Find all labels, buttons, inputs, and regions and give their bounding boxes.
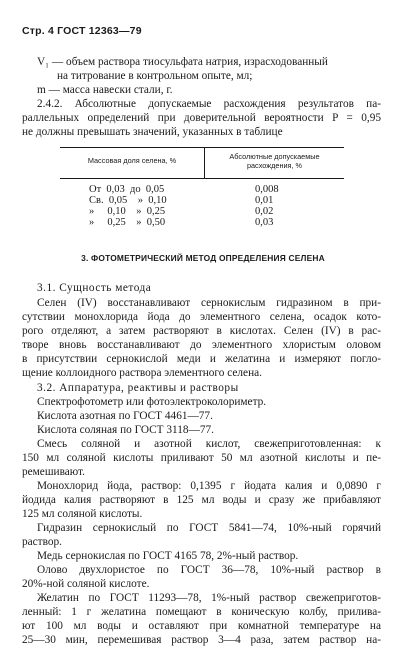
table-row-2-value: 0,01 [255,195,274,206]
s32-line: Желатин по ГОСТ 11293—78, 1%-ный раствор свежеприготов- [37,592,381,604]
subsection-3-1-title: 3.1. Сущность метода [37,282,152,294]
s31-line: сутствии монохлорида йода до элементного селена, осадок кото- [22,311,381,323]
s32-line: ют 100 мл воды и оставляют при комнатной температуре на [22,620,381,632]
table-row-2-range: Св. 0,05 » 0,10 [89,195,167,206]
definition-v1: V₁ — объем раствора тиосульфата натрия, израсходованный [37,56,328,68]
subsection-3-2-title: 3.2. Аппаратура, реактивы и растворы [37,382,239,394]
table-col2-header-1: Абсолютные допускаемые [229,152,320,161]
p242-line-3: не должны превышать значений, указанных в таблице [22,126,283,138]
s31-line: рого отделяют, а затем растворяют в кислотах. Селен (IV) в рас- [22,325,381,337]
s32-line: Кислота азотная по ГОСТ 4461—77. [37,410,213,422]
definition-v1-continued: на титрование в контрольном опыте, мл; [57,70,253,82]
table-row-3-range: » 0,10 » 0,25 [89,206,166,217]
s32-line: Олово двухлористое по ГОСТ 36—78, 10%-ный раствор в [37,564,381,576]
p242-line-1: 2.4.2. Абсолютные допускаемые расхождения результатов па- [37,98,381,110]
s31-line: в присутствии сернокислой меди и желатина и измеряют погло- [22,353,381,365]
section-3-title: 3. ФОТОМЕТРИЧЕСКИЙ МЕТОД ОПРЕДЕЛЕНИЯ СЕЛЕНА [81,253,325,263]
s32-line: Монохлорид йода, раствор: 0,1395 г йодата калия и 0,0890 г [37,480,381,492]
table-col1-header: Массовая доля селена, % [87,156,177,165]
s32-line: Смесь соляной и азотной кислот, свежеприготовленная: к [37,438,381,450]
table-header-rule [60,178,344,179]
s32-line: раствор. [22,536,62,548]
s31-line: щение коллоидного раствора элементного селена. [22,367,262,379]
table-row-4-range: » 0,25 » 0,50 [89,217,166,228]
s32-line: ремешивают. [22,466,85,478]
table-col2-header-2: расхождения, % [246,161,303,170]
s32-line: Спектрофотометр или фотоэлектроколориметр. [37,396,267,408]
s32-line: 20%-ной соляной кислоте. [22,578,150,590]
s32-line: 150 мл соляной кислоты приливают 50 мл азотной кислоты и пе- [22,452,381,464]
s32-line: Медь сернокислая по ГОСТ 4165 78, 2%-ный раствор. [37,550,299,562]
table-row-3-value: 0,02 [255,206,274,217]
table-row-1-range: От 0,03 до 0,05 [89,184,165,195]
s32-line: йодида калия растворяют в 125 мл воды и сразу же прибавляют [22,494,381,506]
table-top-rule [60,147,344,148]
s32-line: Гидразин сернокислый по ГОСТ 5841—74, 10%-ный горячий [37,522,381,534]
s32-line: ленный: 1 г желатина помещают в коническую колбу, прилива- [22,606,381,618]
definition-m: m — масса навески стали, г. [37,84,173,96]
s32-line: Кислота соляная по ГОСТ 3118—77. [37,424,214,436]
table-row-1-value: 0,008 [255,184,279,195]
s31-line: Селен (IV) восстанавливают сернокислым гидразином в при- [37,297,381,309]
page-header: Стр. 4 ГОСТ 12363—79 [22,25,142,37]
s32-line: 25—30 мин, перемешивая раствор 3—4 раза, затем раствор на- [22,634,381,646]
s31-line: творе вновь восстанавливают до элементного хлористым оловом [22,339,381,351]
s32-line: 125 мл соляной кислоты. [22,508,143,520]
table-row-4-value: 0,03 [255,217,274,228]
p242-line-2: раллельных определений при доверительной вероятности P = 0,95 [22,112,381,124]
